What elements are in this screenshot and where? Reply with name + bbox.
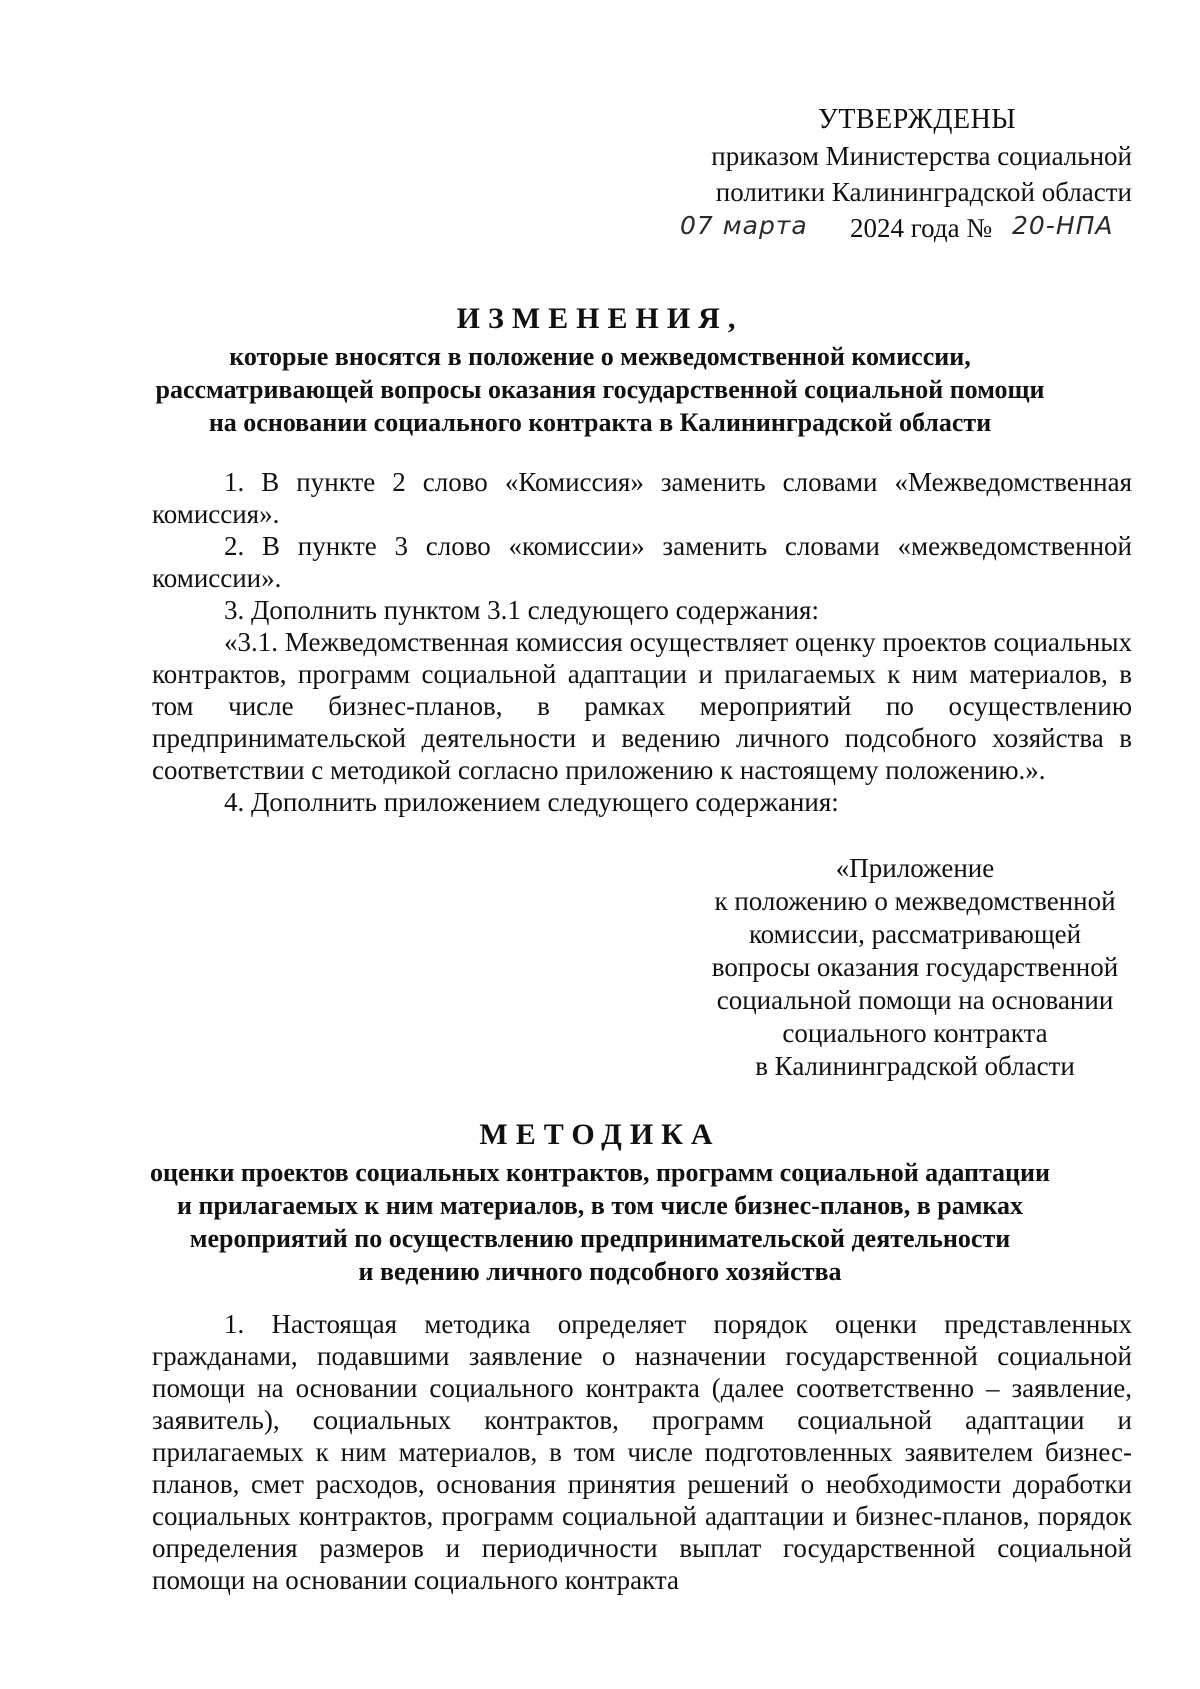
method-subtitle-line-3: мероприятий по осуществлению предпринимательской деятельности <box>189 1224 1011 1253</box>
appendix-line-5: социальной помощи на основании <box>716 985 1114 1015</box>
changes-title: ИЗМЕНЕНИЯ, <box>456 302 744 335</box>
method-text <box>152 1308 1132 1596</box>
method-subtitle-line-4: и ведению личного подсобного хозяйства <box>358 1257 842 1286</box>
method-subtitle-line-1: оценки проектов социальных контрактов, программ социальной адаптации <box>149 1158 1051 1187</box>
change-item-3: 3. Дополнить пунктом 3.1 следующего содержания: <box>224 595 819 625</box>
method-subtitle-line-2: и прилагаемых к ним материалов, в том числе бизнес-планов, в рамках <box>176 1191 1023 1220</box>
approval-line-2: политики Калининградской области <box>715 177 1132 207</box>
appendix-line-2: к положению о межведомственной <box>714 886 1116 916</box>
changes-subtitle-line-2: рассматривающей вопросы оказания государственной социальной помощи <box>155 375 1045 404</box>
changes-subtitle-line-1: которые вносятся в положение о межведомственной комиссии, <box>229 342 971 371</box>
changes-list <box>152 466 1132 818</box>
appendix-line-6: социального контракта <box>782 1018 1048 1048</box>
change-item-4: 4. Дополнить приложением следующего содержания: <box>224 787 839 817</box>
change-item-3-text: «3.1. Межведомственная комиссия осуществляет оценку проектов социальных контрактов, программ социальной адаптации и прилагаемых к ним материалов, в том числе бизнес-планов, в рамках мероприятий по осуществлению предпринимательской деятельности и ведению личного подсобного хозяйства в соответствии с методикой согласно приложению к настоящему положению.». <box>152 627 1132 785</box>
approval-date-line <box>680 210 1150 250</box>
handwritten-number: 20-НПА <box>1012 211 1114 240</box>
appendix-line-4: вопросы оказания государственной <box>711 952 1119 982</box>
approval-title: УТВЕРЖДЕНЫ <box>818 104 1017 135</box>
approval-year-text: 2024 года № <box>850 213 993 243</box>
method-title: МЕТОДИКА <box>479 1118 721 1151</box>
method-heading <box>120 1118 1080 1288</box>
method-paragraph-1: 1. Настоящая методика определяет порядок оценки представленных гражданами, подавшими заявление о назначении государственной социальной помощи на основании социального контракта (далее соответственно – заявление, заявитель), социальных контрактов, программ социальной адаптации и прилагаемых к ним материалов, в том числе подготовленных заявителем бизнес-планов, смет расходов, основания принятия решений о необходимости доработки социальных контрактов, программ социальной адаптации и бизнес-планов, порядок определения размеров и периодичности выплат государственной социальной помощи на основании социального контракта <box>152 1309 1132 1595</box>
appendix-header <box>690 852 1140 1083</box>
change-item-1: 1. В пункте 2 слово «Комиссия» заменить словами «Межведомственная комиссия». <box>152 467 1132 529</box>
changes-heading <box>120 302 1080 439</box>
approval-line-1: приказом Министерства социальной <box>711 141 1132 171</box>
approval-block <box>680 102 1150 250</box>
appendix-line-7: в Калининградской области <box>755 1051 1075 1081</box>
change-item-2: 2. В пункте 3 слово «комиссии» заменить словами «межведомственной комиссии». <box>152 531 1132 593</box>
changes-subtitle-line-3: на основании социального контракта в Калининградской области <box>208 408 992 437</box>
handwritten-date: 07 марта <box>680 211 808 240</box>
appendix-line-3: комиссии, рассматривающей <box>748 919 1082 949</box>
appendix-line-1: «Приложение <box>835 853 995 883</box>
